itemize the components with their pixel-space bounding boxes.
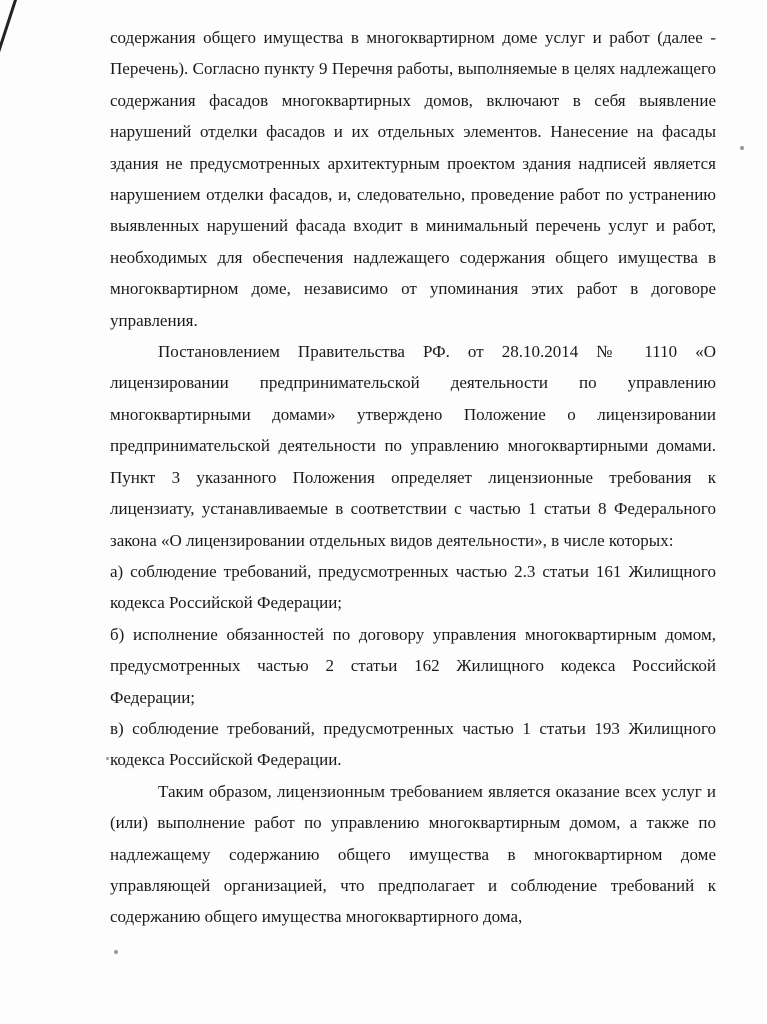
list-item-c: в) соблюдение требований, предусмотренных частью 1 статьи 193 Жилищного кодекса Российской Федерации.	[110, 718, 716, 770]
document-body	[110, 22, 716, 933]
paragraph-conclusion: Таким образом, лицензионным требованием является оказание всех услуг и (или) выполнение работ по управлению многоквартирным домом, а также по надлежащему содержанию общего имущества в многоквартирном доме управляющей организацией, что предполагает и соблюдение требований к содержанию общего имущества многоквартирного дома,	[110, 781, 716, 927]
scan-speck	[740, 146, 744, 150]
list-item-b: б) исполнение обязанностей по договору управления многоквартирным домом, предусмотренных частью 2 статьи 162 Жилищного кодекса Российской Федерации;	[110, 624, 716, 707]
paragraph-licensing-resolution: Постановлением Правительства РФ. от 28.10.2014 № 1110 «О лицензировании предпринимательской деятельности по управлению многоквартирными домами» утверждено Положение о лицензировании предпринимательской деятельности по управлению многоквартирными домами. Пункт 3 указанного Положения определяет лицензионные требования к лицензиату, устанавливаемые в соответствии с частью 1 статьи 8 Федерального закона «О лицензировании отдельных видов деятельности», в числе которых:	[110, 342, 716, 550]
paragraph-facade-maintenance: содержания общего имущества в многоквартирном доме услуг и работ (далее - Перечень). Согласно пункту 9 Перечня работы, выполняемые в целях надлежащего содержания фасадов многоквартирных домов, включают в себя выявление нарушений отделки фасадов и их отдельных элементов. Нанесение на фасады здания не предусмотренных архитектурным проектом здания надписей является нарушением отделки фасадов, и, следовательно, проведение работ по устранению выявленных нарушений фасада входит в минимальный перечень услуг и работ, необходимых для обеспечения надлежащего содержания общего имущества в многоквартирном доме, независимо от упоминания этих работ в договоре управления.	[110, 28, 716, 330]
scan-speck	[106, 757, 109, 760]
list-item-a: а) соблюдение требований, предусмотренных частью 2.3 статьи 161 Жилищного кодекса Российской Федерации;	[110, 561, 716, 613]
scan-speck	[114, 950, 118, 954]
scan-edge-mark	[0, 0, 18, 102]
